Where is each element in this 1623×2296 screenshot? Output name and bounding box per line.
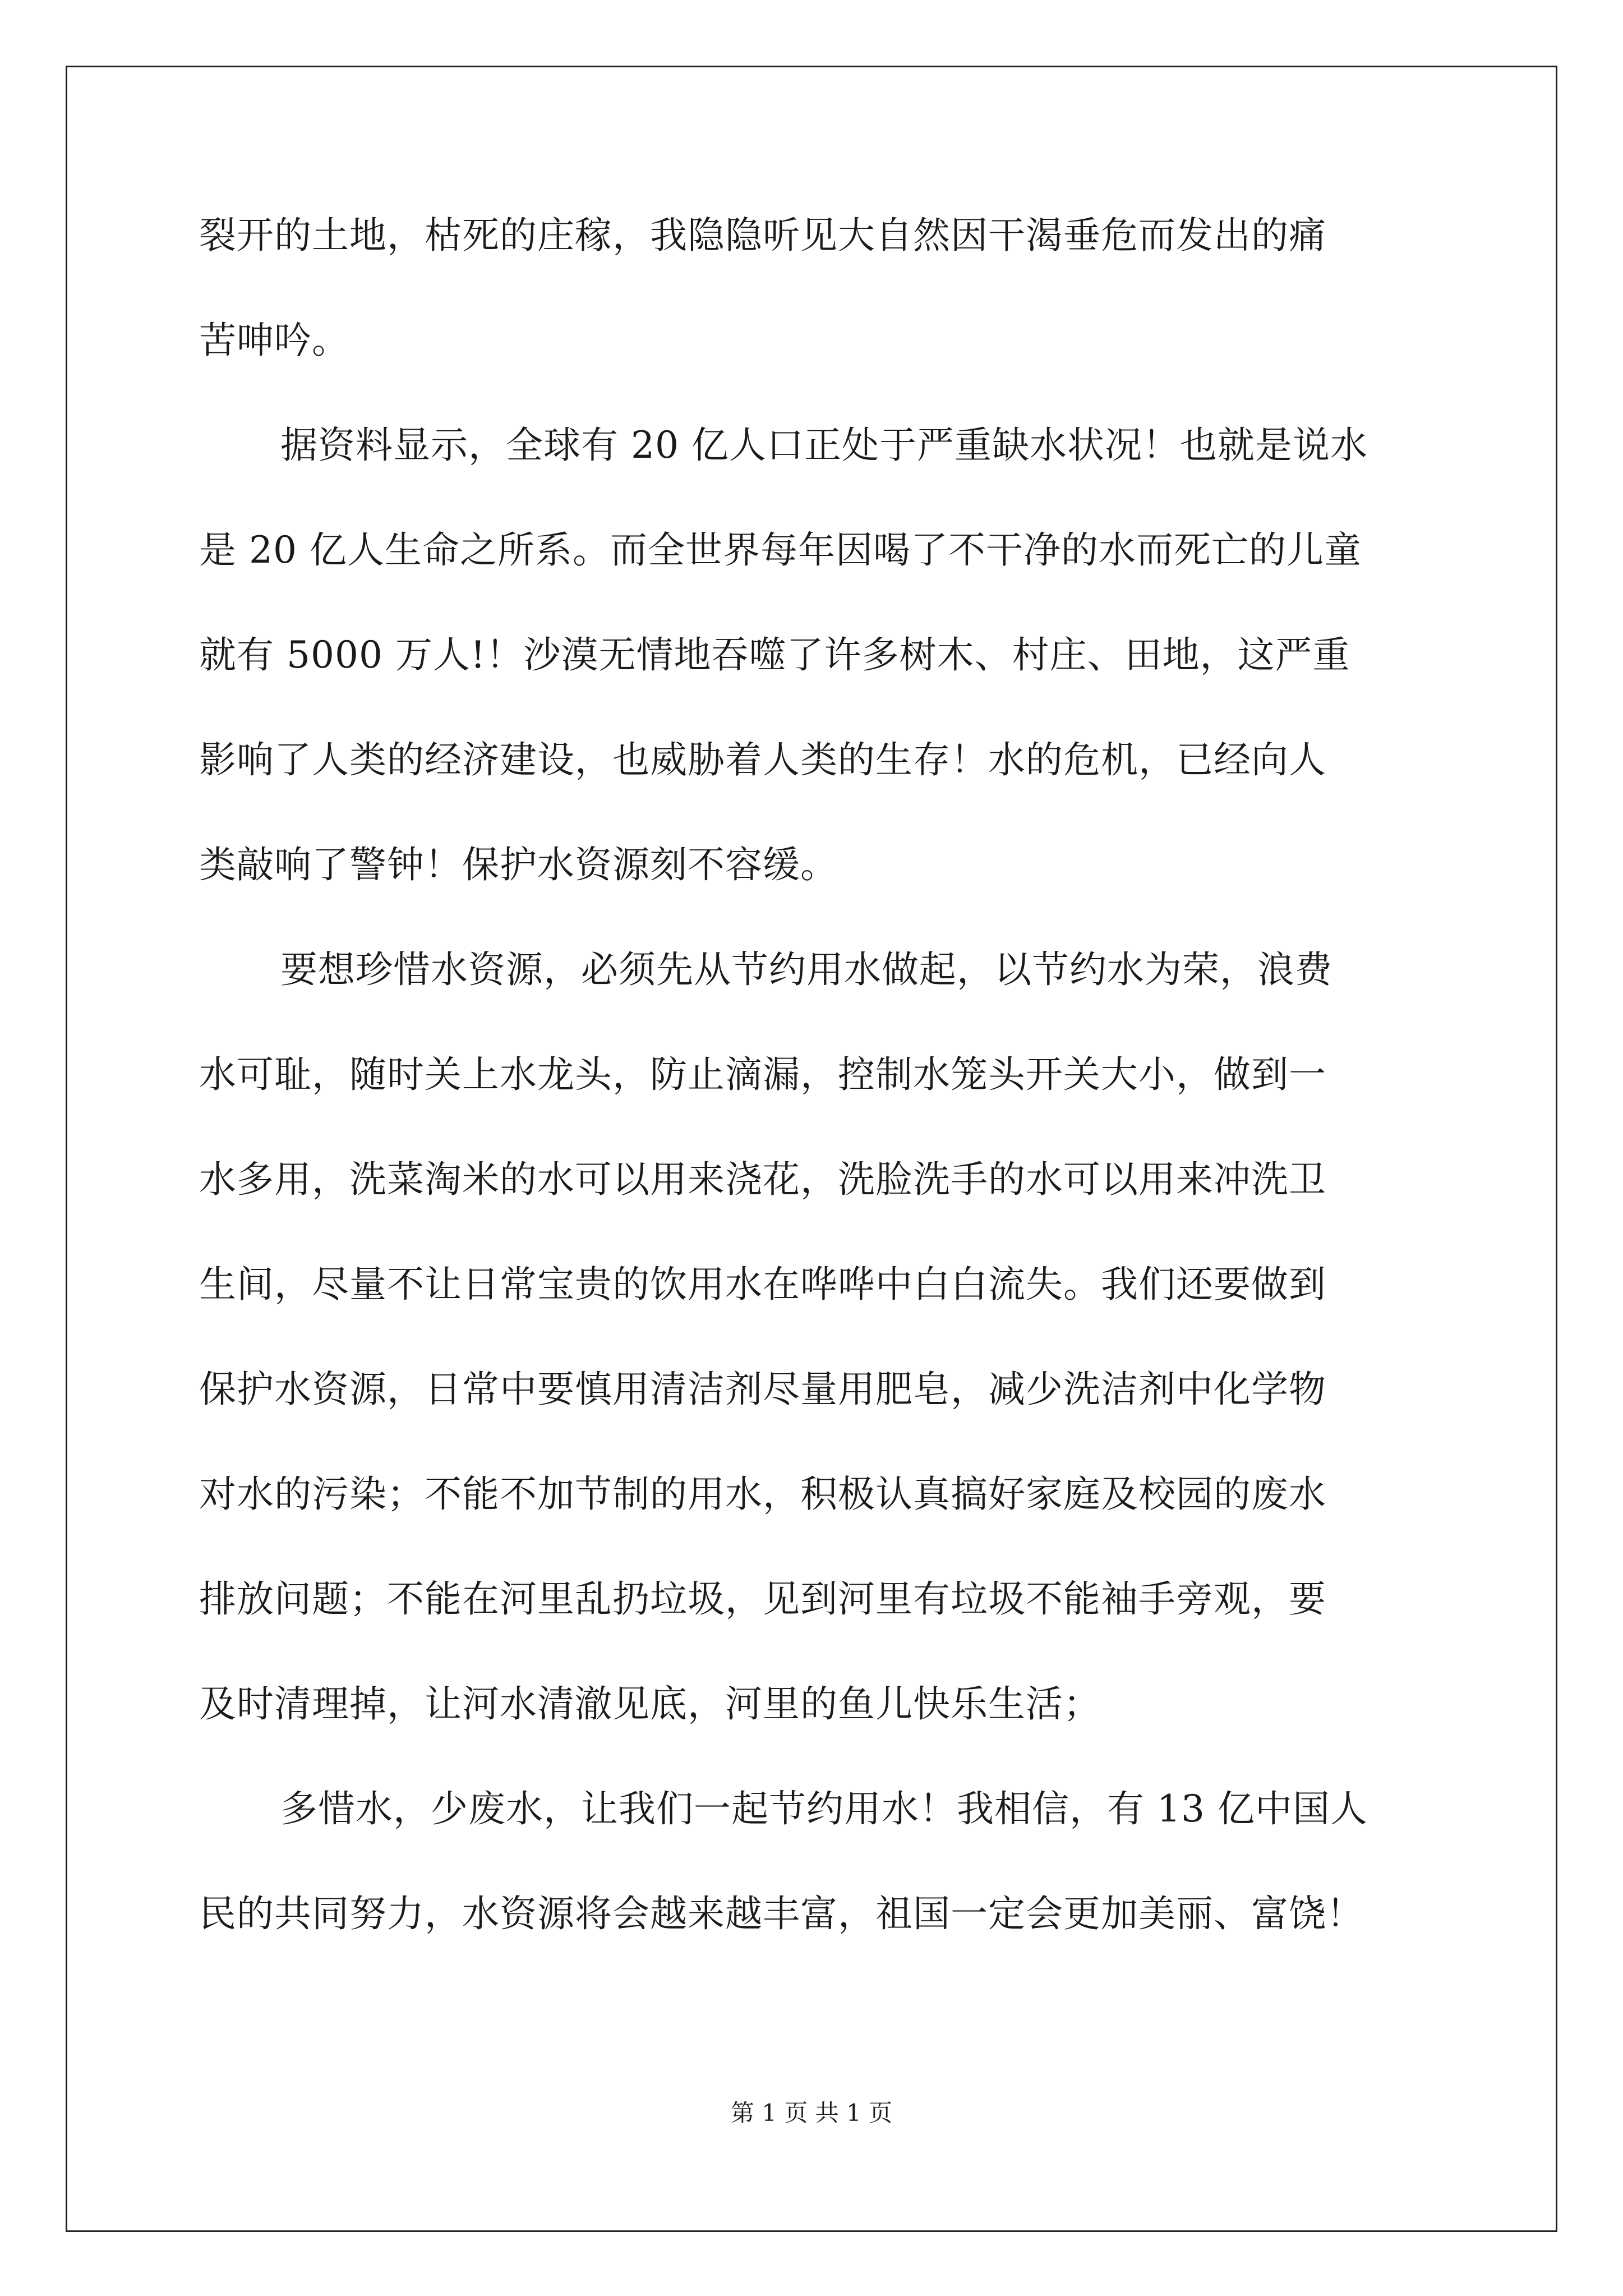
paragraph-start-line: 据资料显示，全球有 20 亿人口正处于严重缺水状况！也就是说水 xyxy=(280,424,1368,467)
paragraph-start-line: 多惜水，少废水，让我们一起节约用水！我相信，有 13 亿中国人 xyxy=(280,1787,1368,1830)
text-line: 对水的污染；不能不加节制的用水，积极认真搞好家庭及校园的废水 xyxy=(199,1473,1326,1516)
paragraph-start-line: 要想珍惜水资源，必须先从节约用水做起，以节约水为荣，浪费 xyxy=(280,948,1332,991)
page-footer: 第 1 页 共 1 页 xyxy=(730,2099,893,2127)
text-line: 民的共同努力，水资源将会越来越丰富，祖国一定会更加美丽、富饶！ xyxy=(199,1892,1364,1935)
text-line: 裂开的土地，枯死的庄稼，我隐隐听见大自然因干渴垂危而发出的痛 xyxy=(199,214,1326,257)
text-line: 排放问题；不能在河里乱扔垃圾，见到河里有垃圾不能袖手旁观，要 xyxy=(199,1577,1326,1621)
text-line: 水多用，洗菜淘米的水可以用来浇花，洗脸洗手的水可以用来冲洗卫 xyxy=(199,1158,1326,1201)
text-line: 水可耻，随时关上水龙头，防止滴漏，控制水笼头开关大小，做到一 xyxy=(199,1053,1326,1096)
text-line: 类敲响了警钟！保护水资源刻不容缓。 xyxy=(199,843,838,886)
text-line: 是 20 亿人生命之所系。而全世界每年因喝了不干净的水而死亡的儿童 xyxy=(199,528,1362,572)
text-line: 影响了人类的经济建设，也威胁着人类的生存！水的危机，已经向人 xyxy=(199,738,1326,781)
text-line: 生间，尽量不让日常宝贵的饮用水在哗哗中白白流失。我们还要做到 xyxy=(199,1263,1326,1306)
text-line: 保护水资源，日常中要慎用清洁剂尽量用肥皂，减少洗洁剂中化学物 xyxy=(199,1368,1326,1411)
text-line: 就有 5000 万人!！沙漠无情地吞噬了许多树木、村庄、田地，这严重 xyxy=(199,633,1350,677)
text-line: 及时清理掉，让河水清澈见底，河里的鱼儿快乐生活； xyxy=(199,1682,1101,1726)
text-line: 苦呻吟。 xyxy=(199,319,349,362)
document-body xyxy=(199,214,1433,2005)
